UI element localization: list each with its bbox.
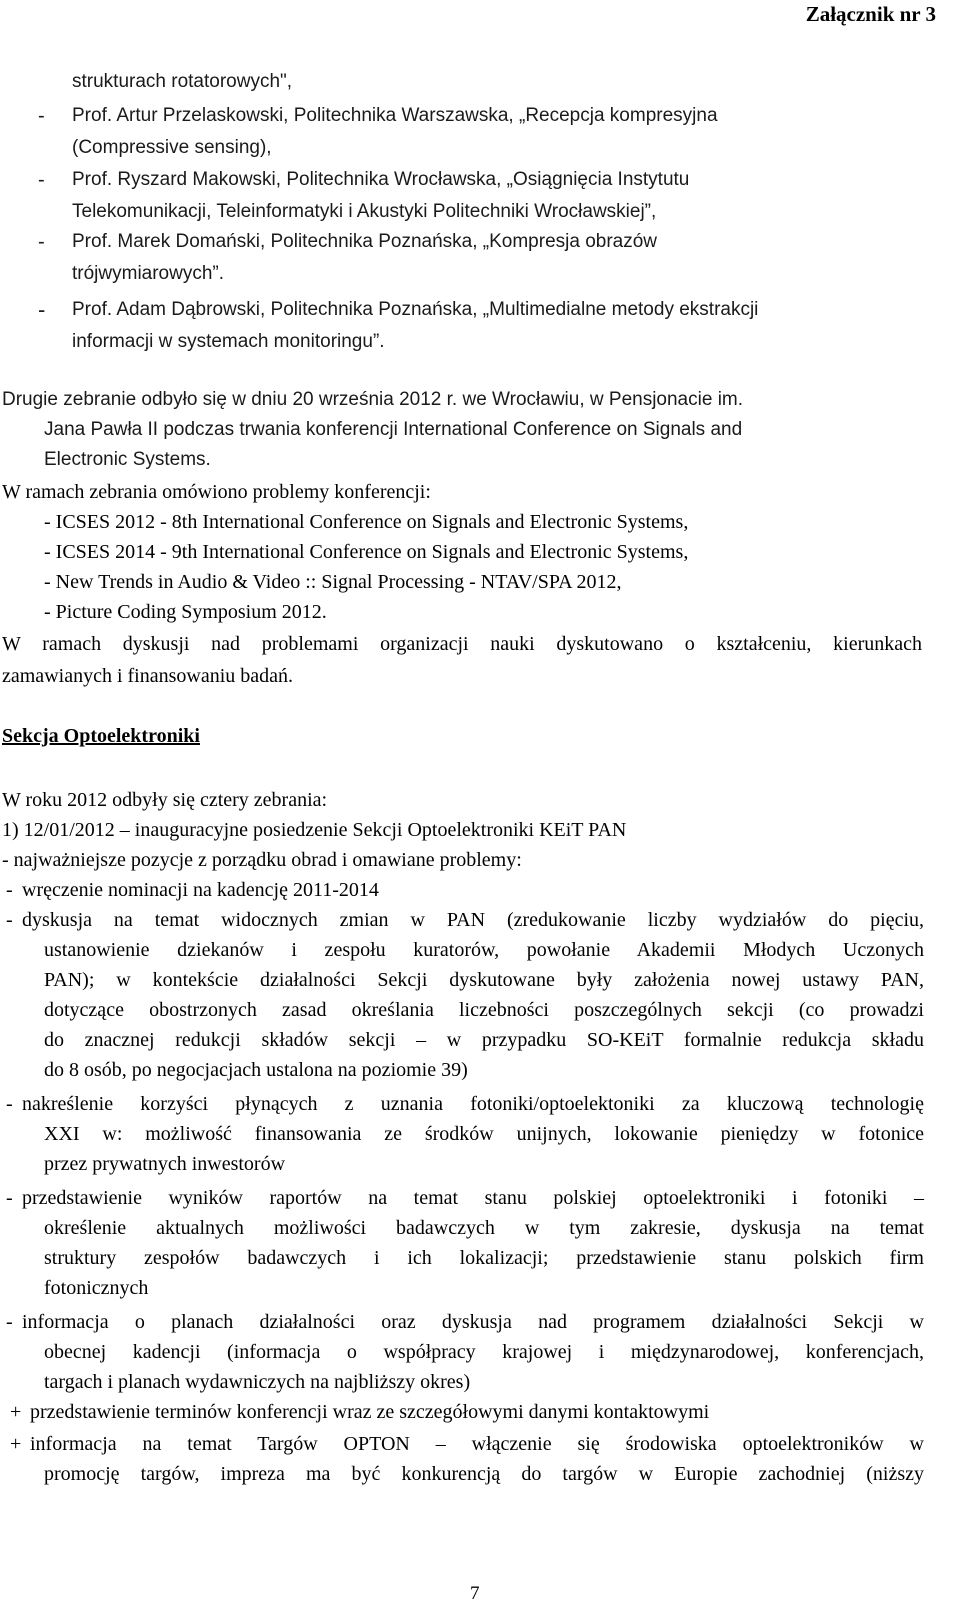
bullet-marker: -	[6, 1311, 13, 1333]
conference-item: - ICSES 2012 - 8th International Conference on Signals and Electronic Systems,	[44, 511, 689, 533]
bullet-line: obecnej kadencji (informacja o współpracy krajowej i międzynarodowej, konferencjach,	[44, 1341, 924, 1363]
bullet-line: struktury zespołów badawczych i ich lokalizacji; przedstawienie stanu polskich firm	[44, 1247, 924, 1269]
list-item-line: Prof. Adam Dąbrowski, Politechnika Poznańska, „Multimedialne metody ekstrakcji	[72, 299, 759, 320]
list-dash: -	[38, 297, 46, 322]
list-dash: -	[38, 169, 45, 191]
list-item-line: informacji w systemach monitoringu”.	[72, 331, 385, 352]
bullet-line: przez prywatnych inwestorów	[44, 1153, 286, 1175]
paragraph-line: W roku 2012 odbyły się cztery zebrania:	[2, 789, 328, 811]
bullet-marker: -	[6, 879, 13, 901]
bullet-line: nakreślenie korzyści płynących z uznania fotoniki/optoelektoniki za kluczową technologię	[22, 1093, 924, 1115]
bullet-marker: -	[6, 909, 13, 931]
bullet-line: do znacznej redukcji składów sekcji – w przypadku SO-KEiT formalnie redukcja składu	[44, 1029, 924, 1051]
list-item-line: trójwymiarowych”.	[72, 263, 225, 284]
page-number: 7	[470, 1583, 480, 1604]
bullet-marker: -	[6, 1187, 13, 1209]
bullet-marker: +	[10, 1401, 22, 1423]
list-item-line: Prof. Ryszard Makowski, Politechnika Wrocławska, „Osiągnięcia Instytutu	[72, 169, 690, 190]
conference-item: - ICSES 2014 - 9th International Conference on Signals and Electronic Systems,	[44, 541, 689, 563]
list-item-line: Prof. Artur Przelaskowski, Politechnika Warszawska, „Recepcja kompresyjna	[72, 105, 718, 126]
conference-item: - Picture Coding Symposium 2012.	[44, 601, 327, 623]
list-item-line: Prof. Marek Domański, Politechnika Poznańska, „Kompresja obrazów	[72, 231, 658, 252]
meeting-line: 1) 12/01/2012 – inauguracyjne posiedzenie Sekcji Optoelektroniki KEiT PAN	[2, 819, 627, 841]
list-dash: -	[38, 231, 45, 253]
bullet-line: promocję targów, impreza ma być konkurencją do targów w Europie zachodniej (niższy	[44, 1463, 924, 1485]
bullet-line: przedstawienie wyników raportów na temat stanu polskiej optoelektroniki i fotoniki –	[22, 1187, 924, 1209]
paragraph-line: Drugie zebranie odbyło się w dniu 20 września 2012 r. we Wrocławiu, w Pensjonacie im.	[2, 389, 744, 410]
bullet-line: targach i planach wydawniczych na najbliższy okres)	[44, 1371, 471, 1393]
bullet-line: informacja o planach działalności oraz dyskusja nad programem działalności Sekcji w	[22, 1311, 924, 1333]
conference-item: - New Trends in Audio & Video :: Signal Processing - NTAV/SPA 2012,	[44, 571, 622, 593]
bullet-marker: +	[10, 1433, 22, 1455]
bullet-line: ustanowienie dziekanów i zespołu kuratorów, powołanie Akademii Młodych Uczonych	[44, 939, 924, 961]
annex-label: Załącznik nr 3	[805, 2, 936, 26]
section-heading: Sekcja Optoelektroniki	[2, 725, 200, 747]
bullet-line: PAN); w kontekście działalności Sekcji dyskutowane były założenia nowej ustawy PAN,	[44, 969, 924, 991]
bullet-line: XXI w: możliwość finansowania ze środków unijnych, lokowanie pieniędzy w fotonice	[44, 1123, 924, 1145]
paragraph-line: W ramach dyskusji nad problemami organizacji nauki dyskutowano o kształceniu, kierunkach	[2, 633, 922, 655]
bullet-line: informacja na temat Targów OPTON – włączenie się środowiska optoelektroników w	[30, 1433, 924, 1455]
bullet-line: określenie aktualnych możliwości badawczych w tym zakresie, dyskusja na temat	[44, 1217, 924, 1239]
list-dash: -	[38, 105, 45, 127]
paragraph-line: Jana Pawła II podczas trwania konferencji International Conference on Signals and	[44, 419, 743, 440]
bullet-line: fotonicznych	[44, 1277, 149, 1299]
bullet-line: dotyczące obostrzonych zasad określania liczebności poszczególnych sekcji (co prowadzi	[44, 999, 924, 1021]
bullet-line: wręczenie nominacji na kadencję 2011-2014	[22, 879, 379, 901]
paragraph-line: Electronic Systems.	[44, 449, 211, 470]
bullet-line: do 8 osób, po negocjacjach ustalona na poziomie 39)	[44, 1059, 468, 1081]
paragraph-line: zamawianych i finansowaniu badań.	[2, 665, 294, 687]
list-item-tail: strukturach rotatorowych",	[72, 71, 293, 92]
bullet-line: dyskusja na temat widocznych zmian w PAN (zredukowanie liczby wydziałów do pięciu,	[22, 909, 924, 931]
bullet-marker: -	[6, 1093, 13, 1115]
bullet-line: przedstawienie terminów konferencji wraz ze szczegółowymi danymi kontaktowymi	[30, 1401, 710, 1423]
list-item-line: Telekomunikacji, Teleinformatyki i Akustyki Politechniki Wrocławskiej”,	[72, 201, 657, 222]
list-item-line: (Compressive sensing),	[72, 137, 272, 158]
agenda-intro: - najważniejsze pozycje z porządku obrad i omawiane problemy:	[2, 849, 522, 871]
paragraph-line: W ramach zebrania omówiono problemy konferencji:	[2, 481, 431, 503]
